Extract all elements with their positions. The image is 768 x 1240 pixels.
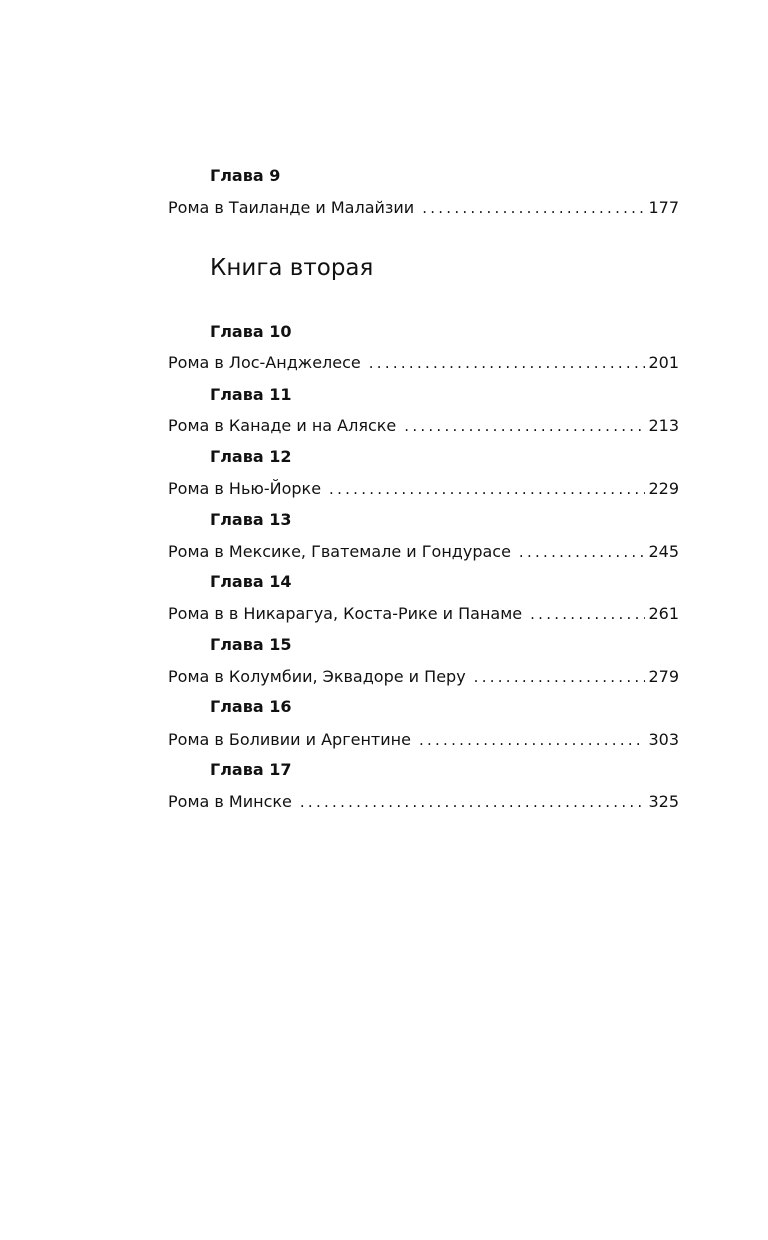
toc-entry[interactable] <box>168 791 679 813</box>
chapter-label: Глава 16 <box>210 697 292 716</box>
book-title: Книга вторая <box>210 255 374 281</box>
dot-leader <box>519 541 646 563</box>
toc-entry-title: Рома в Боливии и Аргентине <box>168 730 411 749</box>
toc-entry[interactable] <box>168 666 679 688</box>
toc-entry-title: Рома в Таиланде и Малайзии <box>168 198 415 217</box>
chapter-label: Глава 10 <box>210 322 292 341</box>
toc-entry-title: Рома в Колумбии, Эквадоре и Перу <box>168 667 466 686</box>
toc-entry[interactable] <box>168 541 679 563</box>
toc-entry-page: 303 <box>648 730 679 749</box>
dot-leader <box>419 729 646 751</box>
toc-entry[interactable] <box>168 603 679 625</box>
toc-entry-title: Рома в Минске <box>168 792 292 811</box>
toc-entry-title: Рома в Канаде и на Аляске <box>168 416 397 435</box>
chapter-label: Глава 12 <box>210 447 292 466</box>
chapter-label: Глава 15 <box>210 635 292 654</box>
dot-leader <box>300 791 646 813</box>
chapter-label: Глава 13 <box>210 510 292 529</box>
toc-entry-page: 279 <box>648 667 679 686</box>
chapter-label: Глава 11 <box>210 385 292 404</box>
dot-leader <box>422 197 645 219</box>
dot-leader <box>369 352 646 374</box>
chapter-label: Глава 14 <box>210 572 292 591</box>
toc-entry[interactable] <box>168 197 679 219</box>
toc-entry-page: 229 <box>648 479 679 498</box>
chapter-label: Глава 9 <box>210 166 281 185</box>
dot-leader <box>404 415 645 437</box>
toc-entry-page: 177 <box>648 198 679 217</box>
dot-leader <box>474 666 646 688</box>
toc-entry-page: 213 <box>648 416 679 435</box>
chapter-label: Глава 17 <box>210 760 292 779</box>
toc-entry-page: 245 <box>648 542 679 561</box>
toc-entry[interactable] <box>168 478 679 500</box>
dot-leader <box>329 478 645 500</box>
toc-entry-title: Рома в Лос-Анджелесе <box>168 353 361 372</box>
toc-entry[interactable] <box>168 415 679 437</box>
toc-entry-page: 201 <box>648 353 679 372</box>
toc-entry-title: Рома в Нью-Йорке <box>168 479 322 498</box>
toc-entry-page: 261 <box>648 604 679 623</box>
toc-entry[interactable] <box>168 729 679 751</box>
toc-entry[interactable] <box>168 352 679 374</box>
toc-entry-page: 325 <box>648 792 679 811</box>
dot-leader <box>530 603 645 625</box>
toc-entry-title: Рома в Мексике, Гватемале и Гондурасе <box>168 542 511 561</box>
toc-entry-title: Рома в в Никарагуа, Коста-Рике и Панаме <box>168 604 523 623</box>
